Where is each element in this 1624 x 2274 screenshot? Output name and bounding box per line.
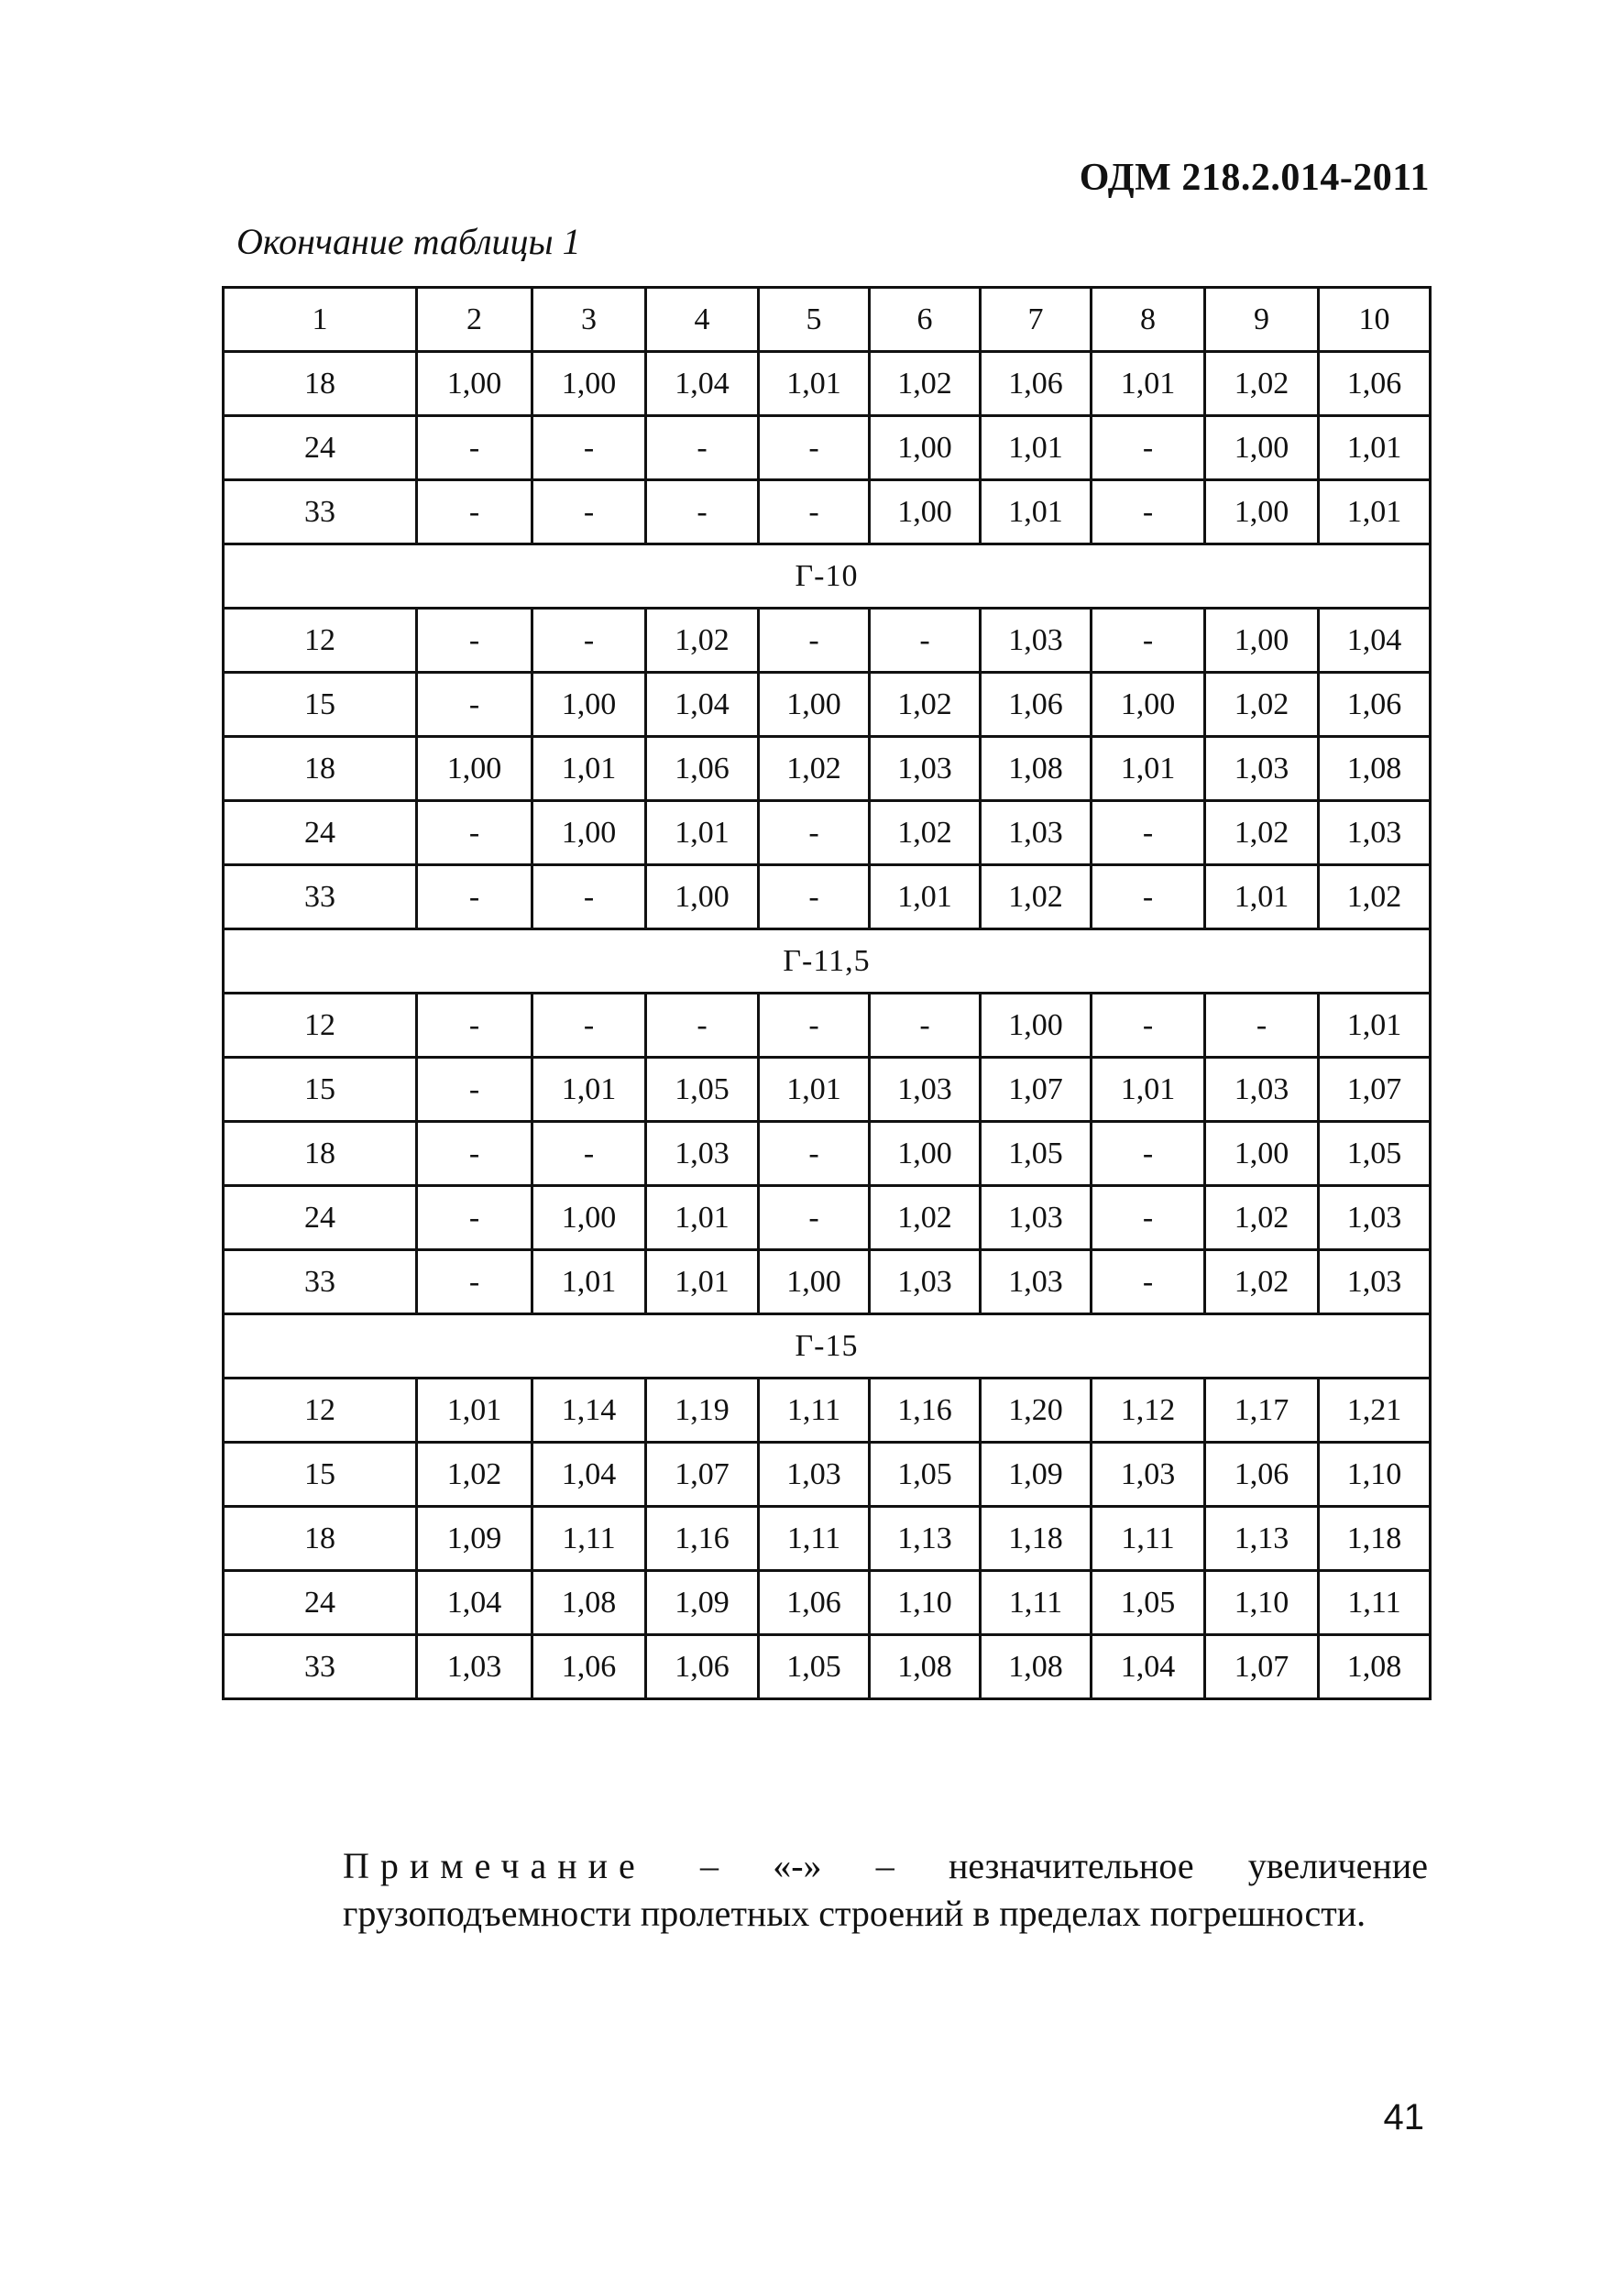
table-cell: 1,02 xyxy=(870,352,981,416)
table-row xyxy=(224,480,1431,544)
table-cell: - xyxy=(417,673,532,737)
table-row xyxy=(224,801,1431,865)
table-cell: - xyxy=(417,1250,532,1314)
table-cell: 1,03 xyxy=(870,737,981,801)
data-table-container xyxy=(222,286,1429,1700)
table-cell: 1,10 xyxy=(1319,1443,1431,1507)
table-cell: 1,03 xyxy=(1319,801,1431,865)
table-cell: 1,17 xyxy=(1205,1379,1319,1443)
table-cell: 1,03 xyxy=(1319,1250,1431,1314)
table-row xyxy=(224,1058,1431,1122)
table-cell: 1,00 xyxy=(1205,480,1319,544)
table-cell: 1,00 xyxy=(1205,609,1319,673)
table-cell: - xyxy=(759,480,870,544)
table-cell: - xyxy=(417,865,532,929)
table-cell: - xyxy=(1092,1250,1205,1314)
table-cell: 1,06 xyxy=(981,352,1092,416)
table-cell: 1,07 xyxy=(646,1443,759,1507)
table-cell: 1,21 xyxy=(1319,1379,1431,1443)
table-row xyxy=(224,1443,1431,1507)
row-label-cell: 15 xyxy=(224,673,417,737)
table-row xyxy=(224,609,1431,673)
row-label-cell: 24 xyxy=(224,1186,417,1250)
row-label-cell: 24 xyxy=(224,416,417,480)
table-cell: 1,03 xyxy=(1319,1186,1431,1250)
row-label-cell: 15 xyxy=(224,1058,417,1122)
table-cell: 1,03 xyxy=(981,1186,1092,1250)
table-cell: 1,00 xyxy=(532,352,646,416)
table-cell: - xyxy=(759,416,870,480)
table-cell: - xyxy=(1092,865,1205,929)
column-header: 1 xyxy=(224,288,417,352)
table-cell: 1,01 xyxy=(1092,737,1205,801)
table-cell: 1,03 xyxy=(981,801,1092,865)
table-cell: - xyxy=(417,609,532,673)
table-cell: 1,00 xyxy=(646,865,759,929)
table-cell: 1,07 xyxy=(981,1058,1092,1122)
group-header-row xyxy=(224,544,1431,609)
table-cell: 1,12 xyxy=(1092,1379,1205,1443)
table-cell: 1,01 xyxy=(870,865,981,929)
table-cell: 1,06 xyxy=(981,673,1092,737)
row-label-cell: 33 xyxy=(224,480,417,544)
table-cell: 1,03 xyxy=(870,1250,981,1314)
table-cell: 1,04 xyxy=(1092,1635,1205,1699)
table-cell: 1,01 xyxy=(1092,352,1205,416)
table-row xyxy=(224,1122,1431,1186)
table-cell: 1,02 xyxy=(1205,1250,1319,1314)
table-cell: 1,06 xyxy=(646,1635,759,1699)
table-cell: 1,05 xyxy=(759,1635,870,1699)
row-label-cell: 15 xyxy=(224,1443,417,1507)
table-cell: 1,06 xyxy=(759,1571,870,1635)
table-cell: 1,11 xyxy=(759,1507,870,1571)
table-cell: 1,06 xyxy=(646,737,759,801)
table-cell: - xyxy=(870,609,981,673)
document-code: ОДМ 218.2.014-2011 xyxy=(1079,157,1430,199)
table-cell: 1,04 xyxy=(417,1571,532,1635)
table-cell: 1,00 xyxy=(1205,1122,1319,1186)
group-label: Г-10 xyxy=(224,544,1431,609)
table-header-row xyxy=(224,288,1431,352)
column-header: 7 xyxy=(981,288,1092,352)
table-cell: 1,02 xyxy=(870,801,981,865)
table-cell: - xyxy=(646,994,759,1058)
table-row xyxy=(224,1571,1431,1635)
table-cell: 1,03 xyxy=(1205,737,1319,801)
table-cell: 1,03 xyxy=(759,1443,870,1507)
row-label-cell: 33 xyxy=(224,1250,417,1314)
table-cell: 1,02 xyxy=(1205,801,1319,865)
column-header: 4 xyxy=(646,288,759,352)
table-row xyxy=(224,1379,1431,1443)
table-cell: 1,09 xyxy=(646,1571,759,1635)
table-cell: 1,05 xyxy=(1319,1122,1431,1186)
table-cell: 1,19 xyxy=(646,1379,759,1443)
table-row xyxy=(224,1507,1431,1571)
table-row xyxy=(224,1250,1431,1314)
row-label-cell: 18 xyxy=(224,737,417,801)
table-cell: 1,13 xyxy=(1205,1507,1319,1571)
table-cell: - xyxy=(1092,416,1205,480)
table-cell: 1,05 xyxy=(646,1058,759,1122)
table-cell: 1,02 xyxy=(417,1443,532,1507)
row-label-cell: 33 xyxy=(224,1635,417,1699)
table-cell: 1,00 xyxy=(870,480,981,544)
table-cell: 1,01 xyxy=(1092,1058,1205,1122)
table-cell: 1,18 xyxy=(981,1507,1092,1571)
table-cell: 1,20 xyxy=(981,1379,1092,1443)
table-cell: 1,01 xyxy=(981,416,1092,480)
table-cell: 1,02 xyxy=(1205,352,1319,416)
column-header: 6 xyxy=(870,288,981,352)
table-cell: 1,00 xyxy=(532,801,646,865)
table-cell: 1,03 xyxy=(1092,1443,1205,1507)
row-label-cell: 12 xyxy=(224,1379,417,1443)
table-cell: 1,01 xyxy=(646,1250,759,1314)
table-cell: 1,18 xyxy=(1319,1507,1431,1571)
table-cell: - xyxy=(532,609,646,673)
row-label-cell: 12 xyxy=(224,609,417,673)
table-cell: - xyxy=(759,609,870,673)
table-cell: - xyxy=(759,801,870,865)
group-label: Г-15 xyxy=(224,1314,1431,1379)
table-cell: - xyxy=(1092,801,1205,865)
note-text: – «-» – незначительное увеличение грузоподъемности пролетных строений в пределах погрешности. xyxy=(343,1845,1428,1934)
table-cell: 1,01 xyxy=(646,801,759,865)
table-cell: 1,00 xyxy=(417,352,532,416)
table-cell: - xyxy=(646,480,759,544)
table-cell: 1,01 xyxy=(1205,865,1319,929)
table-cell: 1,01 xyxy=(759,1058,870,1122)
table-cell: 1,00 xyxy=(532,673,646,737)
table-cell: 1,00 xyxy=(870,416,981,480)
table-cell: 1,00 xyxy=(759,1250,870,1314)
column-header: 10 xyxy=(1319,288,1431,352)
row-label-cell: 33 xyxy=(224,865,417,929)
table-cell: 1,00 xyxy=(1205,416,1319,480)
table-cell: 1,02 xyxy=(1205,1186,1319,1250)
table-cell: - xyxy=(532,416,646,480)
group-label: Г-11,5 xyxy=(224,929,1431,994)
table-cell: - xyxy=(532,994,646,1058)
column-header: 5 xyxy=(759,288,870,352)
table-row xyxy=(224,994,1431,1058)
table-row xyxy=(224,737,1431,801)
column-header: 9 xyxy=(1205,288,1319,352)
column-header: 2 xyxy=(417,288,532,352)
table-cell: 1,06 xyxy=(1319,352,1431,416)
row-label-cell: 18 xyxy=(224,1122,417,1186)
table-cell: 1,00 xyxy=(759,673,870,737)
table-cell: - xyxy=(759,1186,870,1250)
table-cell: 1,03 xyxy=(417,1635,532,1699)
table-row xyxy=(224,416,1431,480)
table-cell: - xyxy=(759,865,870,929)
table-cell: - xyxy=(417,416,532,480)
table-cell: - xyxy=(1092,480,1205,544)
table-cell: 1,01 xyxy=(646,1186,759,1250)
table-cell: - xyxy=(1092,1186,1205,1250)
data-table xyxy=(222,286,1432,1700)
table-cell: 1,04 xyxy=(532,1443,646,1507)
table-cell: 1,01 xyxy=(532,737,646,801)
table-cell: 1,03 xyxy=(646,1122,759,1186)
table-cell: 1,01 xyxy=(1319,480,1431,544)
table-cell: 1,08 xyxy=(532,1571,646,1635)
table-body xyxy=(224,352,1431,1699)
table-cell: 1,01 xyxy=(532,1058,646,1122)
group-header-row xyxy=(224,1314,1431,1379)
table-cell: 1,04 xyxy=(646,352,759,416)
table-cell: 1,07 xyxy=(1205,1635,1319,1699)
row-label-cell: 18 xyxy=(224,352,417,416)
table-cell: 1,09 xyxy=(981,1443,1092,1507)
table-row xyxy=(224,865,1431,929)
table-cell: 1,06 xyxy=(1205,1443,1319,1507)
table-cell: 1,10 xyxy=(1205,1571,1319,1635)
table-cell: - xyxy=(646,416,759,480)
table-row xyxy=(224,1186,1431,1250)
table-cell: 1,02 xyxy=(870,1186,981,1250)
table-cell: 1,01 xyxy=(981,480,1092,544)
table-cell: 1,04 xyxy=(646,673,759,737)
table-cell: 1,00 xyxy=(1092,673,1205,737)
table-cell: 1,09 xyxy=(417,1507,532,1571)
table-caption: Окончание таблицы 1 xyxy=(236,221,581,262)
table-cell: 1,11 xyxy=(1319,1571,1431,1635)
table-cell: - xyxy=(1092,609,1205,673)
row-label-cell: 12 xyxy=(224,994,417,1058)
table-cell: - xyxy=(532,1122,646,1186)
table-cell: 1,07 xyxy=(1319,1058,1431,1122)
table-cell: 1,03 xyxy=(870,1058,981,1122)
table-cell: 1,04 xyxy=(1319,609,1431,673)
column-header: 3 xyxy=(532,288,646,352)
table-cell: 1,02 xyxy=(646,609,759,673)
table-cell: - xyxy=(759,1122,870,1186)
table-cell: 1,11 xyxy=(981,1571,1092,1635)
table-cell: - xyxy=(417,1122,532,1186)
table-cell: 1,02 xyxy=(981,865,1092,929)
table-cell: - xyxy=(1092,1122,1205,1186)
row-label-cell: 18 xyxy=(224,1507,417,1571)
table-cell: 1,00 xyxy=(417,737,532,801)
table-cell: 1,16 xyxy=(646,1507,759,1571)
table-cell: 1,02 xyxy=(759,737,870,801)
page-number: 41 xyxy=(1383,2097,1424,2137)
table-cell: - xyxy=(532,865,646,929)
table-cell: 1,10 xyxy=(870,1571,981,1635)
table-cell: 1,08 xyxy=(981,737,1092,801)
table-cell: 1,01 xyxy=(759,352,870,416)
table-cell: 1,03 xyxy=(1205,1058,1319,1122)
table-cell: 1,08 xyxy=(1319,1635,1431,1699)
column-header: 8 xyxy=(1092,288,1205,352)
table-cell: 1,01 xyxy=(1319,994,1431,1058)
table-cell: - xyxy=(417,801,532,865)
table-cell: 1,02 xyxy=(1319,865,1431,929)
table-cell: 1,11 xyxy=(1092,1507,1205,1571)
table-cell: 1,08 xyxy=(981,1635,1092,1699)
table-cell: 1,08 xyxy=(1319,737,1431,801)
group-header-row xyxy=(224,929,1431,994)
table-cell: 1,03 xyxy=(981,1250,1092,1314)
table-cell: 1,05 xyxy=(981,1122,1092,1186)
table-cell: 1,02 xyxy=(870,673,981,737)
table-cell: - xyxy=(417,1058,532,1122)
note-label: Примечание xyxy=(343,1845,646,1886)
table-cell: 1,11 xyxy=(759,1379,870,1443)
table-cell: 1,03 xyxy=(981,609,1092,673)
table-cell: 1,05 xyxy=(1092,1571,1205,1635)
table-cell: - xyxy=(417,1186,532,1250)
table-note xyxy=(236,1842,1428,1938)
row-label-cell: 24 xyxy=(224,1571,417,1635)
table-row xyxy=(224,1635,1431,1699)
table-cell: - xyxy=(1205,994,1319,1058)
table-cell: - xyxy=(532,480,646,544)
table-cell: 1,11 xyxy=(532,1507,646,1571)
table-cell: 1,01 xyxy=(1319,416,1431,480)
row-label-cell: 24 xyxy=(224,801,417,865)
table-cell: - xyxy=(759,994,870,1058)
table-cell: 1,00 xyxy=(870,1122,981,1186)
table-cell: - xyxy=(870,994,981,1058)
table-row xyxy=(224,673,1431,737)
table-cell: - xyxy=(417,480,532,544)
table-row xyxy=(224,352,1431,416)
table-cell: 1,02 xyxy=(1205,673,1319,737)
table-cell: 1,01 xyxy=(417,1379,532,1443)
table-cell: 1,08 xyxy=(870,1635,981,1699)
table-cell: 1,00 xyxy=(532,1186,646,1250)
table-cell: 1,14 xyxy=(532,1379,646,1443)
table-cell: 1,06 xyxy=(532,1635,646,1699)
table-cell: 1,01 xyxy=(532,1250,646,1314)
table-cell: - xyxy=(417,994,532,1058)
table-cell: - xyxy=(1092,994,1205,1058)
table-cell: 1,00 xyxy=(981,994,1092,1058)
table-cell: 1,05 xyxy=(870,1443,981,1507)
table-cell: 1,16 xyxy=(870,1379,981,1443)
table-cell: 1,06 xyxy=(1319,673,1431,737)
table-cell: 1,13 xyxy=(870,1507,981,1571)
